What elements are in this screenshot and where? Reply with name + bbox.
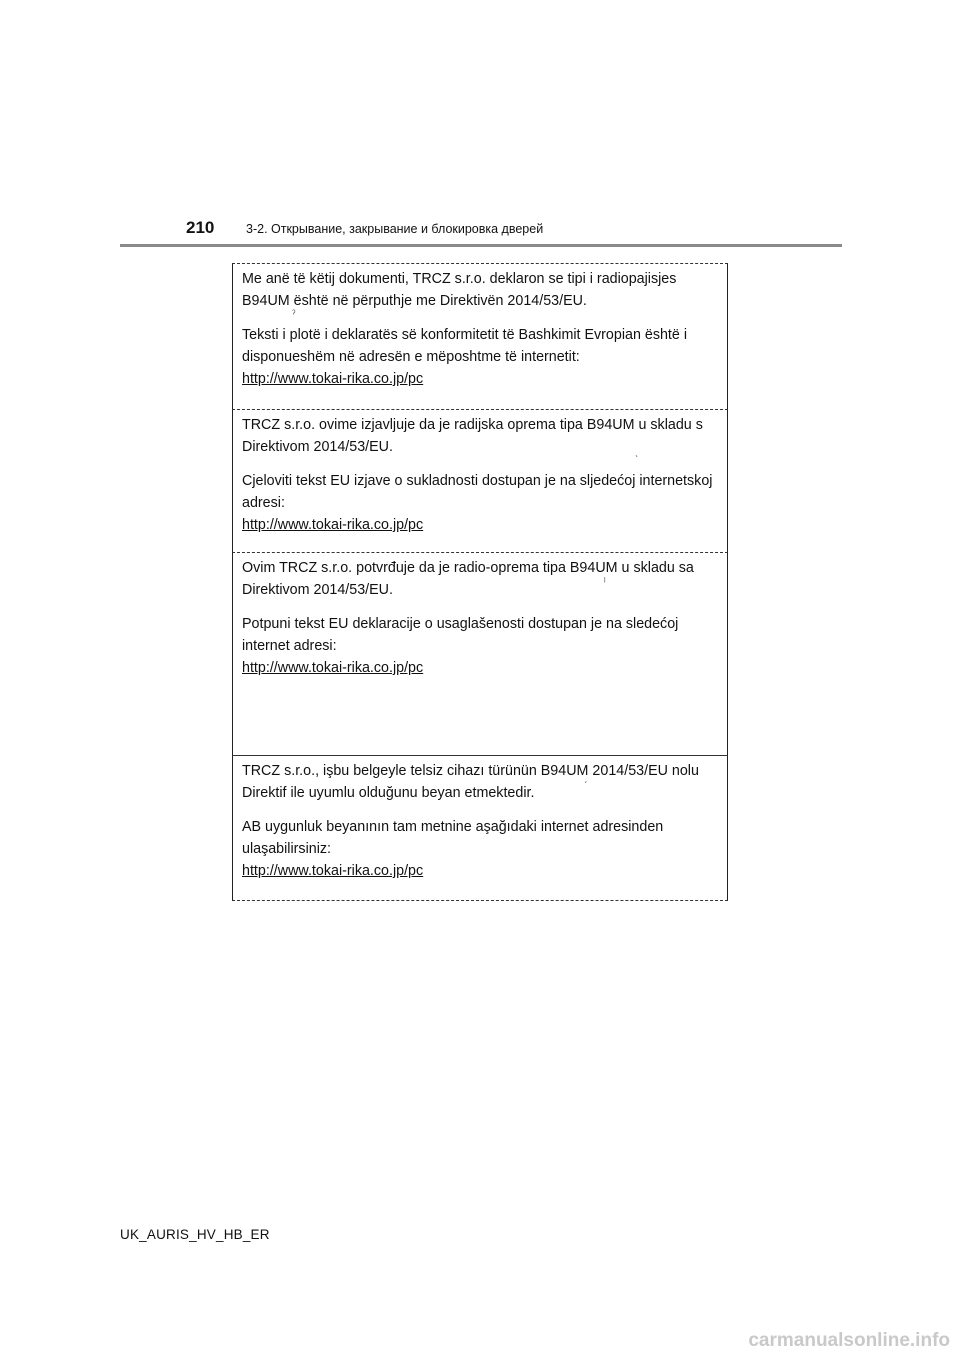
declaration-link[interactable]: http://www.tokai-rika.co.jp/pc: [242, 517, 424, 533]
declaration-info: [242, 470, 727, 536]
declaration-box-croatian: [232, 409, 728, 552]
declaration-box-albanian: [232, 263, 728, 409]
scan-mark: ˀ: [292, 309, 296, 320]
declaration-box-turkish: [232, 755, 728, 901]
declaration-info: [242, 613, 727, 679]
header-divider: [120, 244, 842, 247]
declaration-info-text: AB uygunluk beyanının tam metnine aşağıdaki internet adresinden ulaşabilirsiniz:: [242, 819, 664, 857]
declaration-statement: TRCZ s.r.o., işbu belgeyle telsiz cihazı türünün B94UM 2014/53/EU nolu Direktif ile uyumlu olduğunu beyan etmektedir.: [242, 763, 699, 801]
declaration-box-serbian: [232, 552, 728, 755]
declaration-info-text: Potpuni tekst EU deklaracije o usaglašenosti dostupan je na sledećoj internet adresi:: [242, 616, 679, 654]
declaration-info-text: Cjeloviti tekst EU izjave o sukladnosti dostupan je na sljedećoj internetskoj adresi:: [242, 473, 713, 511]
section-title: 3-2. Открывание, закрывание и блокировка дверей: [246, 222, 544, 236]
document-code: UK_AURIS_HV_HB_ER: [120, 1227, 270, 1242]
scan-mark: ˋ: [635, 455, 639, 466]
scan-mark: ˡ: [604, 577, 606, 588]
declaration-statement: Me anë të këtij dokumenti, TRCZ s.r.o. deklaron se tipi i radiopajisjes B94UM është në përputhje me Direktivën 2014/53/EU.: [242, 271, 677, 309]
watermark: carmanualsonline.info: [748, 1330, 950, 1351]
declaration-info: [242, 816, 727, 882]
declaration-info-text: Teksti i plotë i deklaratës së konformitetit të Bashkimit Evropian është i disponueshëm në adresën e mëposhtme të internetit:: [242, 327, 687, 365]
declaration-info: [242, 324, 727, 390]
scan-mark: ˊ: [584, 781, 588, 792]
declaration-link[interactable]: http://www.tokai-rika.co.jp/pc: [242, 660, 424, 676]
declaration-link[interactable]: http://www.tokai-rika.co.jp/pc: [242, 863, 424, 879]
declaration-statement: TRCZ s.r.o. ovime izjavljuje da je radijska oprema tipa B94UM u skladu s Direktivom 2014/53/EU.: [242, 417, 703, 455]
page-number: 210: [186, 218, 215, 237]
declaration-link[interactable]: http://www.tokai-rika.co.jp/pc: [242, 371, 424, 387]
declaration-statement: Ovim TRCZ s.r.o. potvrđuje da je radio-oprema tipa B94UM u skladu sa Direktivom 2014/53/EU.: [242, 560, 694, 598]
